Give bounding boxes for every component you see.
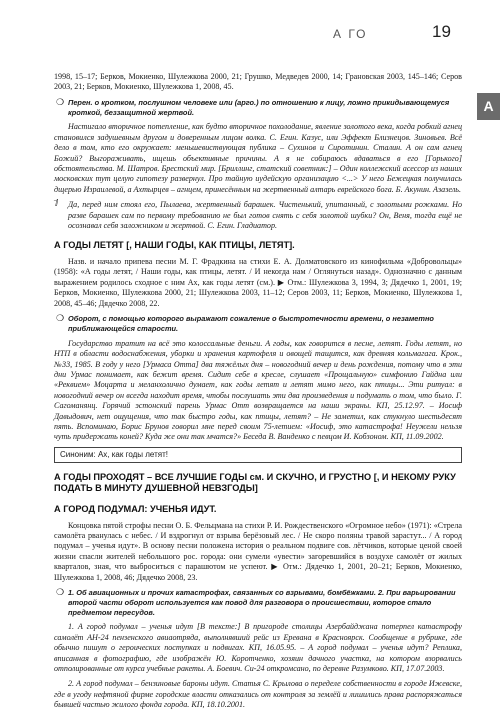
sense-definition: Оборот, с помощью которого выражают сожаление о быстротечности времени, о незаметно приближающейся старости.	[68, 314, 434, 333]
usage-quote: Государство тратит на всё это колоссальные деньги. А годы, как говорится в песне, летят. Годы летят, но НТП в области водоснабжения, уборки и хранения картофеля и овощей тащится, как древняя кольмагага. Крок., №33, 1985. В году у него [Урмаса Отта] два тяжёлых дня – новогодний вечер и день рождения, потому что в эти дни Урмас понимает, как бежит время. Сидит себе в кресле, слушает «Прощальную» симфонию Гайдна или «Реквием» Моцарта и меланхолично думает, как годы летят и летят мимо него, как птицы... Эти ритуал: в новогодний вечер он всегда находит время, чтобы послушать эти два произведения и подумать о том, что было. Г. Сагоманянц. Горячий эстонский парень Урмас Отт возвращается на наши экраны. КП, 25.12.97. – Иосиф Давыдович, нет ощущения, что так быстро годы, как птицы, летят? – Не заметил, как стукнуло шестьдесят пять. Вспоминаю, Борис Брунов говорил мне перед своим 75-летием: «Иосиф, это катастрофа! Неужели нельзя чуть придержать коней? Куда же они так мчатся?» Беседа В. Ванденко с певцом И. Кобзоном. КП, 11.09.2002.	[54, 338, 462, 442]
cross-quote	[54, 200, 462, 231]
usage-quote: 1. А город подумал – ученья идут [В тексте:] В пригороде столицы Азербайджана потерпел катастрофу самолёт АН-24 пензенского авиаотряда, выполнявший рейс из Еревана в Красноярск. Сообщение в рубрике, где обычно пишут о героических поступках и подвигах. КП, 16.05.95. – А город подумал – ученья идут? Реплика, вписанная в фотографию, где изображён Ю. Коротченко, хозяин дачного участка, на котором взорвались отполированные от курса учебные ракеты. А. Боевич. Си-24 откромсано, по деревне Разумково. КП, 17.07.2003.	[54, 622, 462, 673]
headword-city-thought: А ГОРОД ПОДУМАЛ: УЧЕНЬЯ ИДУТ.	[54, 503, 217, 514]
headword-best-years: А ГОДЫ ПРОХОДЯТ – ВСЕ ЛУЧШИЕ ГОДЫ см. И СКУЧНО, И ГРУСТНО [, И НЕКОМУ РУКУ ПОДАТЬ В МИНУТУ ДУШЕВНОЙ НЕВЗГОДЫ]	[54, 471, 456, 494]
headword-years-fly: А ГОДЫ ЛЕТЯТ [, НАШИ ГОДЫ, КАК ПТИЦЫ, ЛЕТЯТ].	[54, 240, 295, 251]
sense-definition: 1. Об авиационных и прочих катастрофах, связанных со взрывами, бомбёжками. 2. При варьировании второй части оборот используется как повод для разговора о происшествии, которое стало предметом пересудов.	[68, 587, 456, 617]
sense-definition: Перен. о кротком, послушном человеке или (арго.) по отношению к лицу, ложно прикидывающемуся кроткой, беззащитной жертвой.	[68, 97, 450, 117]
entry-origin: Концовка пятой строфы песни О. Б. Фельцмана на стихи Р. И. Рождественского «Огромное небо» (1971): «Стрела самолёта рванулась с небес. / И вздрогнул от взрыва берёзовый лес. / Не скоро поляны травой зарастут... / А город подумал – ученья идут». В основу песни положена история о реальном подвиге сов. лётчиков, которые ценой своей жизни спасли жителей небольшого рос. города: они сумели «увести» загоревшийся в воздухе самолёт от жилых кварталов, зная, что выброситься с парашютом не успеют. ▶ Отм.: Дядечко 1, 2001, 20–21; Берков, Мокиенко, Шулежкова 1, 2008, 46; Дядечко 2008, 23.	[54, 520, 462, 582]
entry-origin: Назв. и начало припева песни М. Г. Фрадкина на стихи Е. А. Долматовского из кинофильма «Добровольцы» (1958): «А годы летят, / Наши годы, как птицы, летят. / И некогда нам / Оглянуться назад». Однозначно с данным выражением родилось сходное с ним Ах, как годы летят (см.). ▶ Отм.: Шулежкова 3, 1994, 3; Дядечко 1, 2001, 19; Берков, Мокиенко, Шулежкова 2000, 21; Шулежкова 2003, 11–12; Серов 2003, 11; Берков, Мокиенко, Шулежкова 1, 2008, 45–46; Дядечко 2008, 22.	[54, 257, 462, 308]
letter-thumb-tab: А	[477, 93, 500, 120]
running-head-word: А ГО	[333, 27, 368, 41]
usage-quote-2: Да, перед ним стоял его, Пылаева, жертвенный барашек. Чистенький, упитанный, с золотыми рожками. Но разве барашек сам по первому требованию не был готов снять с себя золотой шубки? Он, Веня, тогда ещё не осознавал себя заложником и жертвой. С. Егин. Гладиатор.	[68, 200, 462, 231]
page-number: 19	[432, 22, 451, 41]
running-head	[0, 22, 500, 53]
usage-quote-2: 2. А город подумал – бензиновые бароны идут. Статья С. Крылова о переделе собственности в городе Ижевске, где в угоду нефтяной фирме городские власти отказались от контроля за землёй и лишились права распоряжаться бывшей частью жилого фонда города. КП, 18.10.2001.	[54, 679, 462, 710]
sense-block	[54, 314, 462, 334]
usage-quote: Настигало вторичное потепление, как будто вторичное похолодание, явление золотого века, когда робкий агнец становился задушевным другом и доверенным лицом волка. С. Егин. Казус, или Эффект Близнецов. Зиновьев. Всё дело в том, кто его окружает: меньшевиствующая публика – Сухинов и Сиротинин. Сталин. А он сам агнец Божий? Выгораживать, ищешь объективные причины. А я не собираюсь вдаваться в его [Горького] обстоятельства. М. Шатров. Брестский мир. [Бриллинг, статский советник:] – Один коллежский асессор из наших московских тут целую гипотезу развернул. Про тайную иудейскую организацию <...> У него Бежецкая получилась дщерью Израилевой, а Ахтырцев – агнцем, принесённым на жертвенный алтарь еврейского бога. Б. Акунин. Азазель.	[54, 122, 462, 194]
sense-bullet-icon: ❍	[56, 587, 65, 598]
sense-block	[54, 98, 462, 118]
sense-block	[54, 588, 462, 617]
sense-bullet-icon: ❍	[56, 314, 65, 325]
sense-bullet-icon: ❍	[56, 97, 65, 108]
main-column	[54, 72, 462, 711]
continued-references: 1998, 15–17; Берков, Мокиенко, Шулежкова 2000, 21; Грушко, Медведев 2000, 14; Грановская 2003, 145–146; Серов 2003, 21; Берков, Мокиенко, Шулежкова 1, 2008, 45.	[54, 72, 462, 92]
synonym-box: Синоним: Ах, как годы летят!	[54, 447, 462, 463]
cross-reference-icon: ⅈ⃗	[55, 199, 59, 210]
